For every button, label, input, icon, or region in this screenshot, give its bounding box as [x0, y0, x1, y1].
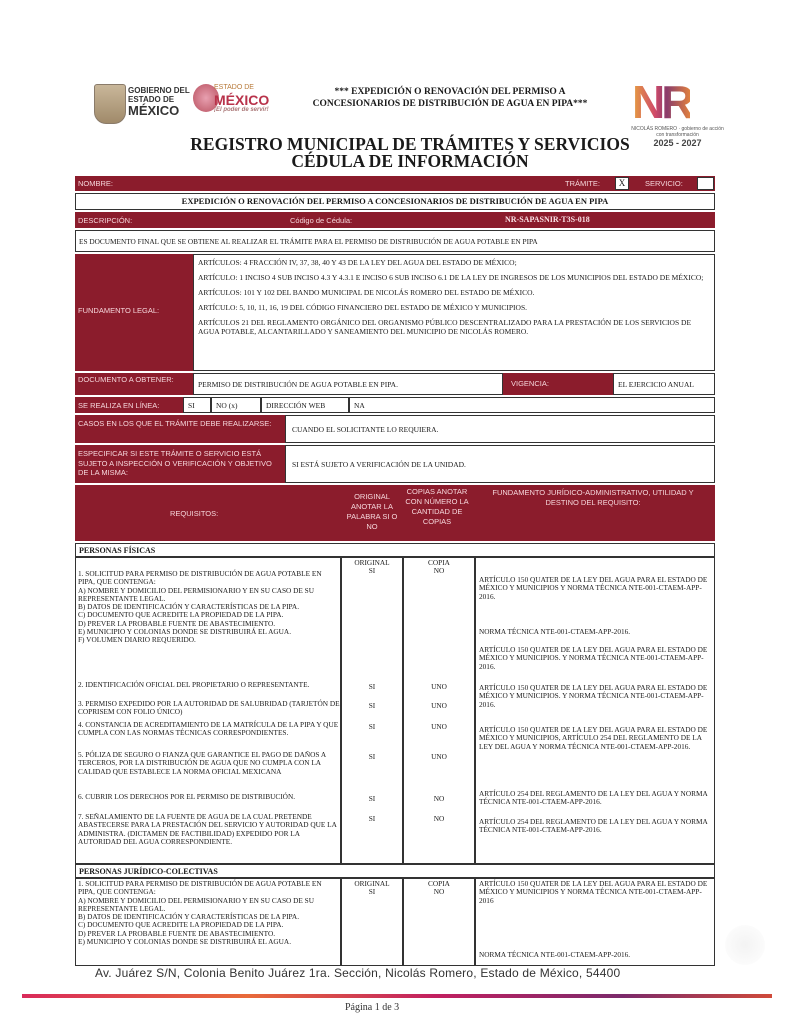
col-requisitos: REQUISITOS: [170, 509, 219, 518]
original-2: SI [368, 682, 376, 691]
fundamento-req-4: ARTÍCULO 150 QUATER DE LA LEY DEL AGUA PARA EL ESTADO DE MÉXICO Y MUNICIPIOS, ARTÍCULO 254 DEL REGLAMENTO DE LA LEY DEL AGUA Y NORMA TÉCNICA NTE-001-CTAEM-APP-2016. [479, 725, 708, 751]
fundamento-req-1: ARTÍCULO 150 QUATER DE LA LEY DEL AGUA PARA EL ESTADO DE MÉXICO Y MUNICIPIOS Y NORMA TÉCNICA NTE-001-CTAEM-APP-2016. [479, 575, 708, 601]
copia-7: NO [433, 814, 445, 823]
requisito-5: 5. PÓLIZA DE SEGURO O FIANZA QUE GARANTICE EL PAGO DE DAÑOS A TERCEROS, POR LA DISTRIBUCIÓN DE AGUA QUE NO CUMPLA CON LA CALIDAD QUE ESTABLECE LA NORMA OFICIAL MEXICANA [78, 750, 326, 776]
inspeccion-value: SI ESTÁ SUJETO A VERIFICACIÓN DE LA UNIDAD. [285, 445, 715, 483]
col-copias: COPIAS ANOTAR CON NÚMERO LA CANTIDAD DE COPIAS [405, 487, 469, 526]
requisito-7: 7. SEÑALAMIENTO DE LA FUENTE DE AGUA DE LA CUAL PRETENDE ABASTECERSE PARA LA PRESTACIÓN DEL SERVICIO Y AUTORIDAD QUE LA ADMINISTRA. (DICTAMEN DE FACTIBILIDAD) EXPEDIDO POR LA AUTORIDAD DEL AGUA CORRESPONDIENTE. [78, 812, 337, 846]
linea-no-option[interactable]: NO (x) [211, 397, 261, 413]
fundamento-label: FUNDAMENTO LEGAL: [78, 306, 160, 315]
servicio-label: SERVICIO: [645, 179, 683, 188]
casos-label: CASOS EN LOS QUE EL TRÁMITE DEBE REALIZARSE: [78, 419, 272, 428]
watermark-stamp [725, 925, 765, 965]
tramite-checkbox[interactable]: X [615, 177, 629, 190]
section-personas-morales: PERSONAS JURÍDICO-COLECTIVAS [75, 864, 715, 878]
vigencia-label: VIGENCIA: [511, 379, 549, 388]
fundamento-req-2: ARTÍCULO 150 QUATER DE LA LEY DEL AGUA PARA EL ESTADO DE MÉXICO Y MUNICIPIOS. Y NORMA TÉCNICA NTE-001-CTAEM-APP-2016. [479, 683, 708, 709]
nombre-label: NOMBRE: [78, 179, 114, 188]
procedure-notice [300, 86, 600, 110]
fundamento-item: ARTÍCULOS: 4 FRACCIÓN IV, 37, 38, 40 Y 43 DE LA LEY DEL AGUA DEL ESTADO DE MÉXICO; [198, 258, 517, 267]
nr-logo-subtitle: NICOLÁS ROMERO · gobierno de acción con transformación [631, 126, 724, 138]
fundamento-list [193, 254, 715, 371]
notice-line1: *** EXPEDICIÓN O RENOVACIÓN DEL PERMISO A [334, 87, 566, 97]
linea-label-cell [75, 397, 183, 413]
requisito-1: 1. SOLICITUD PARA PERMISO DE DISTRIBUCIÓN DE AGUA POTABLE EN PIPA, QUE CONTENGA: A) NOMBRE Y DOMICILIO DEL PERMISIONARIO Y EN SU CASO DE SU REPRESENTANTE LEGAL. B) DATOS DE IDENTIFICACIÓN Y CARACTERÍSTICAS DE LA PIPA. C) DOCUMENTO QUE ACREDITE LA PROPIEDAD DE LA PIPA. D) PREVER LA PROBABLE FUENTE DE ABASTECIMIENTO. E) MUNICIPIO Y COLONIAS DONDE SE DISTRIBUIRÁ EL AGUA. F) VOLUMEN DIARIO REQUERIDO. [78, 569, 322, 645]
requisitos-header [75, 485, 715, 541]
fundamento-item: ARTÍCULOS 21 DEL REGLAMENTO ORGÁNICO DEL ORGANISMO PÚBLICO DESCENTRALIZADO PARA LA PRESTACIÓN DE LOS SERVICIOS DE AGUA POTABLE, ALCANTARILLADO Y SANEAMIENTO DEL MUNICIPIO DE NICOLÁS ROMERO. [198, 318, 692, 336]
edomex-line2: ESTADO DE [128, 95, 175, 104]
documento-label-cell [75, 373, 193, 395]
casos-label-cell [75, 415, 285, 443]
copia-2: UNO [431, 682, 447, 691]
fundamento-req-1c: NORMA TÉCNICA NTE-001-CTAEM-APP-2016. [479, 627, 631, 636]
requisito-6: 6. CUBRIR LOS DERECHOS POR EL PERMISO DE DISTRIBUCIÓN. [78, 792, 296, 801]
footer-address: Av. Juárez S/N, Colonia Benito Juárez 1ra. Sección, Nicolás Romero, Estado de México, 54400 [95, 966, 621, 980]
estado-mexico-logo-text [214, 84, 269, 113]
tramite-name: EXPEDICIÓN O RENOVACIÓN DEL PERMISO A CONCESIONARIOS DE DISTRIBUCIÓN DE AGUA EN PIPA [75, 193, 715, 210]
copia-1: COPIA NO [428, 558, 450, 576]
requisito-2: 2. IDENTIFICACIÓN OFICIAL DEL PROPIETARIO O REPRESENTANTE. [78, 680, 310, 689]
original-1: ORIGINAL SI [354, 558, 390, 576]
fundamento-item: ARTÍCULO: 1 INCISO 4 SUB INCISO 4.3 Y 4.3.1 E INCISO 6 SUB INCISO 6.1 DE LA LEY DE INGRESOS DE LOS MUNICIPIOS DEL ESTADO DE MÉXICO; [198, 273, 704, 282]
copia-6: NO [433, 794, 445, 803]
fundamento-item: ARTÍCULO: 5, 10, 11, 16, 19 DEL CÓDIGO FINANCIERO DEL ESTADO DE MÉXICO Y MUNICIPIOS. [198, 303, 528, 312]
morales-requisito-1: 1. SOLICITUD PARA PERMISO DE DISTRIBUCIÓN DE AGUA POTABLE EN PIPA, QUE CONTENGA: A) NOMBRE Y DOMICILIO DEL PERMISIONARIO Y EN SU CASO DE SU REPRESENTANTE LEGAL. B) DATOS DE IDENTIFICACIÓN Y CARACTERÍSTICAS DE LA PIPA. C) DOCUMENTO QUE ACREDITE LA PROPIEDAD DE LA PIPA. D) PREVER LA PROBABLE FUENTE DE ABASTECIMIENTO. E) MUNICIPIO Y COLONIAS DONDE SE DISTRIBUIRÁ EL AGUA. [78, 879, 322, 947]
casos-value: CUANDO EL SOLICITANTE LO REQUIERA. [285, 415, 715, 443]
fundamento-req-6: ARTÍCULO 254 DEL REGLAMENTO DE LA LEY DEL AGUA Y NORMA TÉCNICA NTE-001-CTAEM-APP-2016. [479, 789, 708, 807]
fundamento-item: ARTÍCULOS: 101 Y 102 DEL BANDO MUNICIPAL DE NICOLÁS ROMERO DEL ESTADO DE MÉXICO. [198, 288, 535, 297]
edomex-logo-text [128, 86, 190, 118]
morales-fundamento-1: ARTÍCULO 150 QUATER DE LA LEY DEL AGUA PARA EL ESTADO DE MÉXICO Y MUNICIPIOS Y NORMA TÉCNICA NTE-001-CTAEM-APP-2016 [479, 879, 708, 905]
inspeccion-label: ESPECIFICAR SI ESTE TRÁMITE O SERVICIO ESTÁ SUJETO A INSPECCIÓN O VERIFICACIÓN Y OBJETIVO DE LA MISMA: [78, 449, 272, 477]
original-3: SI [368, 701, 376, 710]
descripcion-row [75, 212, 715, 228]
servicio-checkbox[interactable] [697, 177, 714, 190]
logo2-big: MÉXICO [214, 91, 270, 108]
documento-label: DOCUMENTO A OBTENER: [78, 375, 174, 384]
col-original: ORIGINAL ANOTAR LA PALABRA SI O NO [346, 492, 398, 531]
logo2-small: ESTADO DE [214, 84, 254, 91]
page-title [150, 136, 670, 170]
title-line1: REGISTRO MUNICIPAL DE TRÁMITES Y SERVICIOS [190, 134, 630, 154]
original-4: SI [368, 722, 376, 731]
morales-fundamento-1c: NORMA TÉCNICA NTE-001-CTAEM-APP-2016. [479, 950, 631, 959]
edomex-line3: MÉXICO [128, 103, 180, 118]
copia-5: UNO [431, 752, 447, 761]
col-fundamento: FUNDAMENTO JURÍDICO-ADMINISTRATIVO, UTILIDAD Y DESTINO DEL REQUISITO: [492, 488, 694, 507]
vigencia-label-cell [503, 373, 613, 395]
original-7: SI [368, 814, 376, 823]
descripcion-text: ES DOCUMENTO FINAL QUE SE OBTIENE AL REALIZAR EL TRÁMITE PARA EL PERMISO DE DISTRIBUCIÓN DE AGUA POTABLE EN PIPA [75, 230, 715, 252]
inspeccion-label-cell [75, 445, 285, 483]
original-5: SI [368, 752, 376, 761]
codigo-label: Código de Cédula: [290, 216, 353, 225]
tramite-label: TRÁMITE: [565, 179, 600, 188]
linea-label: SE REALIZA EN LÍNEA: [78, 401, 160, 410]
original-6: SI [368, 794, 376, 803]
nr-logo-letters: NR [632, 76, 691, 128]
fundamento-req-1e: ARTÍCULO 150 QUATER DE LA LEY DEL AGUA PARA EL ESTADO DE MÉXICO Y MUNICIPIOS. Y NORMA TÉCNICA NTE-001-CTAEM-APP-2016. [479, 645, 708, 671]
codigo-value: NR-SAPASNIR-T3S-018 [505, 215, 590, 224]
web-value: NA [349, 397, 715, 413]
requisito-4: 4. CONSTANCIA DE ACREDITAMIENTO DE LA MATRÍCULA DE LA PIPA Y QUE CUMPLA CON LAS NORMAS TÉCNICAS CORRESPONDIENTES. [78, 720, 339, 738]
requisito-3: 3. PERMISO EXPEDIDO POR LA AUTORIDAD DE SALUBRIDAD (TARJETÓN DE COPRISEM CON FOLIO ÚNICO) [78, 699, 340, 717]
copia-3: UNO [431, 701, 447, 710]
documento-value: PERMISO DE DISTRIBUCIÓN DE AGUA POTABLE EN PIPA. [193, 373, 503, 395]
vigencia-value: EL EJERCICIO ANUAL [613, 373, 715, 395]
morales-original-1: ORIGINAL SI [354, 879, 390, 897]
footer-color-band [22, 994, 772, 998]
nombre-row [75, 176, 715, 191]
web-label: DIRECCIÓN WEB [261, 397, 349, 413]
page-number: Página 1 de 3 [345, 1002, 400, 1013]
edomex-line1: GOBIERNO DEL [128, 86, 190, 95]
fundamento-req-7: ARTÍCULO 254 DEL REGLAMENTO DE LA LEY DEL AGUA Y NORMA TÉCNICA NTE-001-CTAEM-APP-2016. [479, 817, 708, 835]
title-line2: CÉDULA DE INFORMACIÓN [291, 151, 529, 171]
edomex-shield-icon [94, 84, 126, 124]
notice-line2: CONCESIONARIOS DE DISTRIBUCIÓN DE AGUA EN PIPA*** [312, 99, 588, 109]
morales-copia-1: COPIA NO [428, 879, 450, 897]
copia-4: UNO [431, 722, 447, 731]
nr-logo-years: 2025 - 2027 [653, 138, 702, 148]
logo2-tag: ¡El poder de servir! [214, 106, 269, 113]
cedula-form [75, 176, 715, 966]
fundamento-label-cell [75, 254, 193, 371]
linea-si-option[interactable]: SI [183, 397, 211, 413]
section-personas-fisicas: PERSONAS FÍSICAS [75, 543, 715, 557]
descripcion-label: DESCRIPCIÓN: [78, 216, 133, 225]
